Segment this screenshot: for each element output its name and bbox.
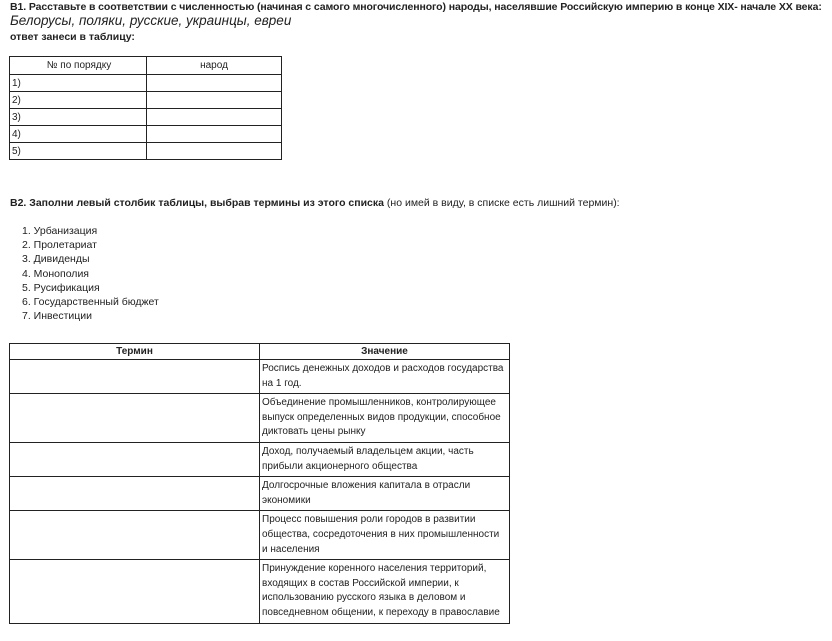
peoples-list: Белорусы, поляки, русские, украинцы, евреи [10, 13, 292, 28]
meaning-cell: Роспись денежных доходов и расходов государства на 1 год. [260, 360, 510, 394]
term-answer-cell[interactable] [10, 477, 260, 511]
table-row [10, 477, 510, 511]
term-answer-cell[interactable] [10, 511, 260, 560]
order-table [9, 56, 282, 160]
table-row [10, 126, 282, 143]
term-answer-cell[interactable] [10, 360, 260, 394]
order-number-cell: 4) [10, 126, 147, 143]
people-answer-cell[interactable] [147, 109, 282, 126]
order-number-cell: 2) [10, 92, 147, 109]
meaning-header: Значение [260, 344, 510, 360]
list-item: 7. Инвестиции [22, 310, 92, 323]
task-b2-title-note: (но имей в виду, в списке есть лишний термин): [384, 197, 620, 209]
term-answer-cell[interactable] [10, 560, 260, 623]
table-row [10, 360, 510, 394]
order-number-cell: 5) [10, 143, 147, 160]
table-row [10, 109, 282, 126]
table-row [10, 394, 510, 443]
task-b2-title [10, 197, 620, 209]
term-header: Термин [10, 344, 260, 360]
meaning-cell: Принуждение коренного населения территорий, входящих в состав Российской империи, к использованию русского языка в деловом и повседневном общении, к переходу в православие [260, 560, 510, 623]
table-row [10, 560, 510, 623]
terms-list [22, 224, 159, 323]
task-b2-title-bold: В2. Заполни левый столбик таблицы, выбрав термины из этого списка [10, 197, 384, 209]
people-header: народ [147, 57, 282, 75]
list-item: 3. Дивиденды [22, 253, 90, 266]
people-answer-cell[interactable] [147, 143, 282, 160]
meaning-cell: Процесс повышения роли городов в развитии общества, сосредоточения в них промышленности и населения [260, 511, 510, 560]
task-b1-title: В1. Расставьте в соответствии с численностью (начиная с самого многочисленного) народы, населявшие Российскую империю в конце XIX- начале XX века: [10, 1, 822, 13]
order-number-header: № по порядку [10, 57, 147, 75]
meaning-cell: Объединение промышленников, контролирующее выпуск определенных видов продукции, способное диктовать цены рынку [260, 394, 510, 443]
term-answer-cell[interactable] [10, 394, 260, 443]
people-answer-cell[interactable] [147, 75, 282, 92]
table-row [10, 143, 282, 160]
table-row [10, 442, 510, 476]
list-item: 1. Урбанизация [22, 225, 98, 237]
table-row [10, 92, 282, 109]
order-number-cell: 3) [10, 109, 147, 126]
people-answer-cell[interactable] [147, 126, 282, 143]
terms-table-header [10, 344, 510, 360]
table-row [10, 75, 282, 92]
term-answer-cell[interactable] [10, 442, 260, 476]
meaning-cell: Долгосрочные вложения капитала в отрасли экономики [260, 477, 510, 511]
list-item: 5. Русификация [22, 281, 100, 294]
table-row [10, 511, 510, 560]
list-item: 4. Монополия [22, 267, 89, 280]
people-answer-cell[interactable] [147, 92, 282, 109]
meaning-cell: Доход, получаемый владельцем акции, часть прибыли акционерного общества [260, 442, 510, 476]
list-item: 2. Пролетариат [22, 239, 97, 252]
task-b1-instruction: ответ занеси в таблицу: [10, 31, 135, 43]
order-table-header [10, 57, 282, 75]
terms-table [9, 343, 510, 624]
list-item: 6. Государственный бюджет [22, 296, 159, 309]
order-number-cell: 1) [10, 75, 147, 92]
